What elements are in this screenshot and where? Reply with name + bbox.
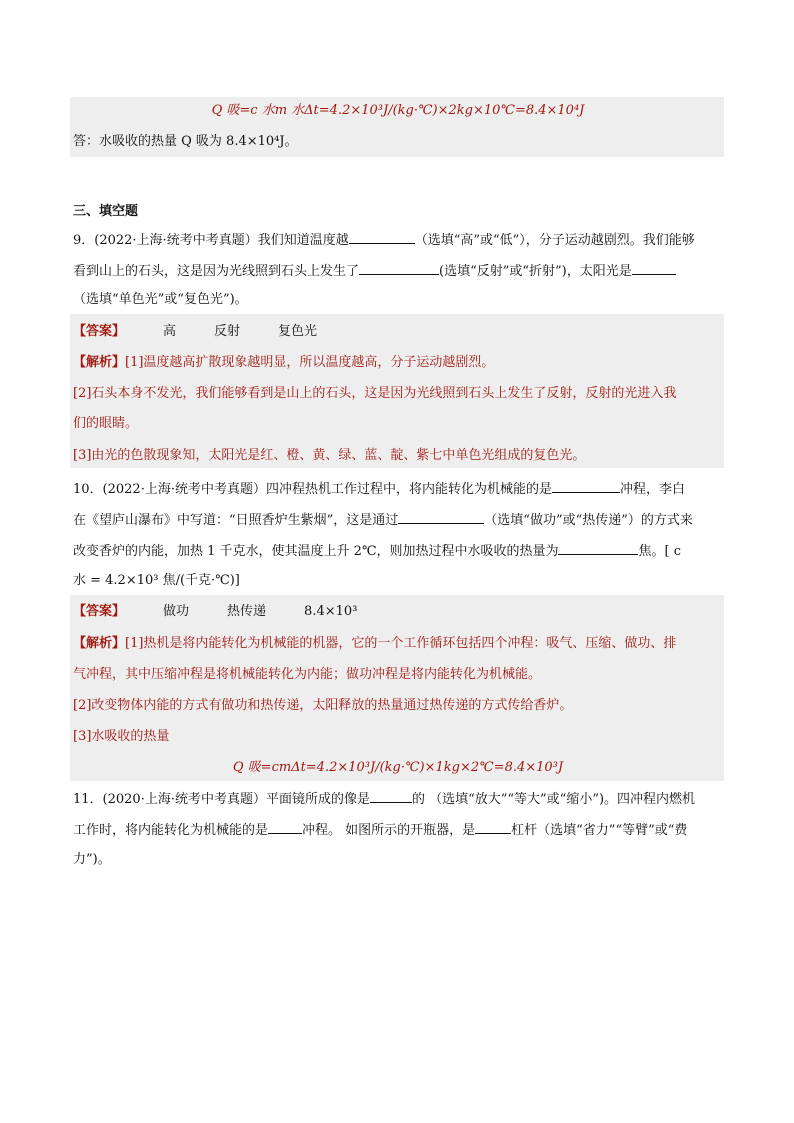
q10-formula: Q 吸=cmΔt=4.2×10³J/(kg·℃)×1kg×2℃=8.4×10³J [232,760,564,775]
q9-analysis-2b: 们的眼睛。 [73,416,139,431]
q9-answer-line [73,322,317,342]
q10-answer-2: 热传递 [227,604,267,619]
q9-analysis-tag: 【解析】 [73,355,126,370]
q9-answer-2: 反射 [214,324,241,339]
q10-answer-3: 8.4×10³ [304,604,358,619]
q10-answer-line [73,602,357,622]
q10-answer-tag: 【答案】 [73,604,126,619]
q9-line2 [73,260,676,282]
q10-analysis-1a-text: [1]热机是将内能转化为机械能的机器，它的一个工作循环包括四个冲程：吸气、压缩、做功、排 [125,636,677,651]
q9-analysis-1 [73,353,494,373]
q9-text-2b: (选填“反射”或“折射”)，太阳光是 [439,264,632,279]
prev-conclusion: 答：水吸收的热量 Q 吸为 8.4×10⁴J。 [73,134,298,149]
q11-text-2b: 冲程。 如图所示的开瓶器，是 [302,823,476,838]
q10-solution-block [70,595,724,781]
q10-analysis-tag: 【解析】 [73,636,126,651]
q9-blank-1[interactable] [349,229,415,244]
q10-blank-3[interactable] [558,540,638,555]
q11-text-1a: 11．(2020·上海·统考中考真题）平面镜所成的像是 [73,792,370,807]
q9-answer-1: 高 [163,324,177,339]
q9-line3: （选填“单色光”或“复色光”)。 [73,292,248,307]
q11-text-2c: 杠杆（选填“省力”“等臂”或“费 [511,823,688,838]
q10-text-1b: 冲程，李白 [619,482,685,497]
q10-text-2b: （选填“做功”或“热传递”）的方式来 [484,513,693,528]
q9-text-2a: 看到山上的石头，这是因为光线照到石头上发生了 [73,264,360,279]
q10-blank-1[interactable] [552,478,620,493]
q11-blank-1[interactable] [370,788,412,803]
q10-line4: 水 = 4.2×10³ 焦/(千克·℃)] [73,573,240,588]
q10-text-1a: 10．(2022·上海·统考中考真题）四冲程热机工作过程中，将内能转化为机械能的是 [73,482,552,497]
q9-answer-tag: 【答案】 [73,324,126,339]
q11-line1 [73,788,695,810]
q11-text-1b: 的 （选填“放大”“等大”或“缩小”)。四冲程内燃机 [411,792,696,807]
q10-blank-2[interactable] [398,509,484,524]
q10-line1 [73,478,685,500]
q11-line3: 力”)。 [73,852,111,867]
q9-text-1b: （选填“高”或“低”），分子运动越剧烈。我们能够 [414,233,695,248]
q9-text-1a: 9．(2022·上海·统考中考真题）我们知道温度越 [73,233,349,248]
q10-text-3b: 焦。[ c [638,544,681,559]
q9-blank-2[interactable] [359,260,439,275]
q10-analysis-3: [3]水吸收的热量 [73,729,170,744]
q9-analysis-1-text: [1]温度越高扩散现象越明显，所以温度越高，分子运动越剧烈。 [125,355,495,370]
q9-blank-3[interactable] [632,260,676,275]
q10-line2 [73,509,693,531]
q11-text-2a: 工作时，将内能转化为机械能的是 [73,823,269,838]
q10-text-3a: 改变香炉的内能，加热 1 千克水，使其温度上升 2℃，则加热过程中水吸收的热量为 [73,544,559,559]
q10-analysis-1a [73,634,676,654]
q9-answer-3: 复色光 [278,324,318,339]
q9-line1 [73,229,695,251]
q10-text-2a: 在《望庐山瀑布》中写道：“日照香炉生紫烟”，这是通过 [73,513,399,528]
section-title: 三、填空题 [73,204,139,219]
q10-line3 [73,540,681,562]
q10-analysis-1b: 气冲程，其中压缩冲程是将机械能转化为内能；做功冲程是将内能转化为机械能。 [73,667,542,682]
q10-answer-1: 做功 [163,604,190,619]
q9-analysis-3: [3]由光的色散现象知，太阳光是红、橙、黄、绿、蓝、靛、紫七中单色光组成的复色光。 [73,448,586,463]
q11-blank-2[interactable] [268,819,302,834]
prev-formula: Q 吸=c 水m 水Δt=4.2×10³J/(kg·℃)×2kg×10℃=8.4×10⁴J [211,103,585,118]
q9-analysis-2a: [2]石头本身不发光，我们能够看到是山上的石头，这是因为光线照到石头上发生了反射，反射的光进入我 [73,386,677,401]
q11-blank-3[interactable] [475,819,511,834]
q10-analysis-2: [2]改变物体内能的方式有做功和热传递，太阳释放的热量通过热传递的方式传给香炉。 [73,698,573,713]
q11-line2 [73,819,687,841]
